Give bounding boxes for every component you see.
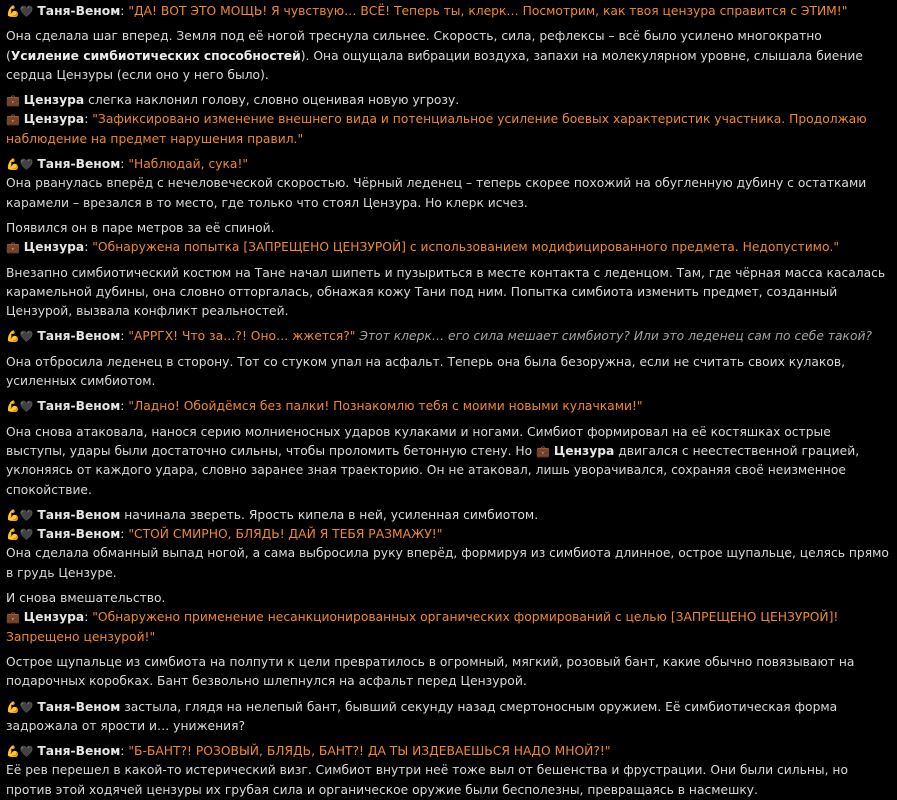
speaker-emoji-icon: 💼: [6, 94, 20, 108]
chat-line: [6, 27, 891, 85]
speaker-emoji-icon: 💪🖤: [6, 5, 34, 18]
speaker-name: Цензура: [23, 610, 85, 625]
narration-text: Она отбросила леденец в сторону. Тот со стуком упал на асфальт. Теперь она была безоружна, если не считать своих кулаков, усиленных симбиотом.: [6, 354, 846, 389]
dialogue-quote: "Зафиксировано изменение внешнего вида и потенциальное усиление боевых характеристик участника. Продолжаю наблюдение на предмет нарушения правил.": [6, 112, 867, 146]
inner-thought: Этот клерк… его сила мешает симбиоту? Или это леденец сам по себе такой?: [359, 329, 872, 344]
narration-text: Внезапно симбиотический костюм на Тане начал шипеть и пузыриться в месте контакта с леденцом. Там, где чёрная масса касалась карамельной дубины, она словно отторгалась, обнажая кожу Тани под ним. Попытка симбиота изменить предмет, созданный Цензурой, вызвала конфликт реальностей.: [6, 265, 886, 319]
chat-line: [6, 264, 891, 322]
speaker-emoji-icon: 💪🖤: [6, 400, 34, 414]
dialogue-quote: "Б-БАНТ?! РОЗОВЫЙ, БЛЯДЬ, БАНТ?! ДА ТЫ ИЗДЕВАЕШЬСЯ НАДО МНОЙ?!": [128, 744, 611, 759]
chat-line: [6, 353, 891, 392]
narration-text: Она рванулась вперёд с нечеловеческой скоростью. Чёрный леденец – теперь скорее похожий на обугленную дубину с остатками карамели – врезался в то место, где только что стоял Цензура. Но клерк исчез.: [6, 176, 867, 210]
narration-text: :: [120, 744, 129, 759]
speaker-name: Цензура: [23, 112, 85, 127]
speaker-name: Таня-Веном: [37, 527, 121, 542]
narration-text: начинала звереть. Ярость кипела в ней, усиленная симбиотом.: [120, 507, 539, 522]
narration-text: :: [120, 4, 129, 18]
narration-text: Она сделала обманный выпад ногой, а сама выбросила руку вперёд, формируя из симбиота длинное, острое щупальце, целясь прямо в грудь Цензуре.: [6, 546, 889, 580]
speaker-emoji-icon: 💪🖤: [6, 528, 34, 542]
chat-line: [6, 423, 891, 500]
speaker-name: Цензура: [23, 240, 85, 255]
speaker-emoji-icon: 💪🖤: [6, 508, 34, 522]
narration-text: Появился он в паре метров за её спиной.: [6, 220, 275, 235]
chat-line: [6, 742, 891, 761]
speaker-name: Таня-Веном: [37, 157, 121, 172]
dialogue-quote: "Обнаружена попытка [ЗАПРЕЩЕНО ЦЕНЗУРОЙ] с использованием модифицированного предмета. Недопустимо.": [92, 240, 840, 255]
chat-line: [6, 238, 891, 257]
chat-line: [6, 525, 891, 544]
chat-line: [6, 761, 891, 800]
chat-line: [6, 397, 891, 416]
narration-text: :: [84, 112, 93, 127]
chat-line: [6, 698, 891, 737]
narration-text: двигался с неестественной грацией, уклоняясь от каждого удара, словно заранее зная траекторию. Он не атаковал, лишь уворачивался, сохраняя своё неизменное спокойствие.: [6, 443, 860, 497]
chat-line: [6, 544, 891, 583]
narration-text: И снова вмешательство.: [6, 591, 166, 606]
speaker-name: Таня-Веном: [37, 399, 121, 414]
chat-line: [6, 219, 891, 238]
speaker-name: Таня-Веном: [37, 507, 121, 522]
speaker-emoji-icon: 💼: [6, 611, 20, 625]
chat-line: [6, 653, 891, 692]
speaker-name: Таня-Веном: [37, 744, 121, 759]
chat-line: [6, 155, 891, 174]
speaker-emoji-icon: 💪🖤: [6, 330, 34, 344]
chat-line: [6, 589, 891, 608]
narration-text: Она сделала шаг вперед. Земля под её ногой треснула сильнее. Скорость, сила, рефлексы – всё было усилено многократно (: [6, 29, 822, 63]
narration-text: :: [120, 399, 129, 414]
dialogue-quote: "АРРГХ! Что за…?! Оно… жжется?": [128, 329, 356, 344]
narration-text: :: [84, 240, 93, 255]
chat-line: [6, 327, 891, 346]
chat-line: [6, 174, 891, 213]
speaker-name: Цензура: [23, 93, 85, 108]
chat-line: [6, 110, 891, 149]
narration-text: слегка наклонил голову, словно оценивая новую угрозу.: [84, 93, 460, 108]
speaker-name: Таня-Веном: [37, 699, 121, 714]
emphasis-text: Усиление симбиотических способностей: [10, 48, 301, 63]
chat-line: [6, 91, 891, 110]
dialogue-quote: "Обнаружено применение несанкционированных органических формирований с целью [ЗАПРЕЩЕНО ЦЕНЗУРОЙ]! Запрещено цензурой!": [6, 610, 839, 644]
chat-line: [6, 608, 891, 647]
chat-line: [6, 2, 891, 21]
narration-text: Она снова атаковала, нанося серию молниеносных ударов кулаками и ногами. Симбиот формировал на её костяшках острые выступы, удары были достаточно сильны, чтобы проломить бетонную стену. Но: [6, 424, 831, 458]
speaker-emoji-icon: 💼: [536, 444, 550, 458]
narration-text: ). Она ощущала вибрации воздуха, запахи на молекулярном уровне, слышала биение сердца Цензуры (если оно у него было).: [6, 48, 863, 82]
speaker-emoji-icon: 💼: [6, 113, 20, 127]
narration-text: Её рев перешел в какой-то истерический визг. Симбиот внутри неё тоже выл от бешенства и фрустрации. Они были сильны, но против этой ходячей цензуры их грубая сила и органическое оружие были бесполезны, превращаясь в насмешку.: [6, 763, 848, 797]
speaker-name: Цензура: [553, 443, 615, 458]
chat-line: [6, 506, 891, 525]
dialogue-quote: "Наблюдай, сука!": [128, 157, 249, 172]
speaker-name: Таня-Веном: [37, 329, 121, 344]
narration-text: :: [120, 157, 129, 172]
narration-text: Острое щупальце из симбиота на полпути к цели превратилось в огромный, мягкий, розовый бант, какие обычно повязывают на подарочных коробках. Бант безвольно шлепнулся на асфальт перед Цензурой.: [6, 654, 855, 689]
speaker-emoji-icon: 💼: [6, 241, 20, 255]
narration-text: застыла, глядя на нелепый бант, бывший секунду назад смертоносным оружием. Её симбиотическая форма задрожала от ярости и… унижения?: [6, 699, 838, 733]
speaker-emoji-icon: 💪🖤: [6, 700, 34, 714]
dialogue-quote: "ДА! ВОТ ЭТО МОЩЬ! Я чувствую… ВСЁ! Теперь ты, клерк… Посмотрим, как твоя цензура справится с ЭТИМ!": [128, 4, 848, 18]
narration-text: :: [84, 610, 93, 625]
dialogue-quote: "СТОЙ СМИРНО, БЛЯДЬ! ДАЙ Я ТЕБЯ РАЗМАЖУ!": [128, 527, 443, 542]
narration-text: :: [120, 329, 129, 344]
speaker-emoji-icon: 💪🖤: [6, 158, 34, 172]
narration-text: :: [120, 527, 129, 542]
speaker-emoji-icon: 💪🖤: [6, 745, 34, 759]
speaker-name: Таня-Веном: [37, 4, 121, 18]
dialogue-quote: "Ладно! Обойдёмся без палки! Познакомлю тебя с моими новыми кулачками!": [128, 399, 643, 414]
